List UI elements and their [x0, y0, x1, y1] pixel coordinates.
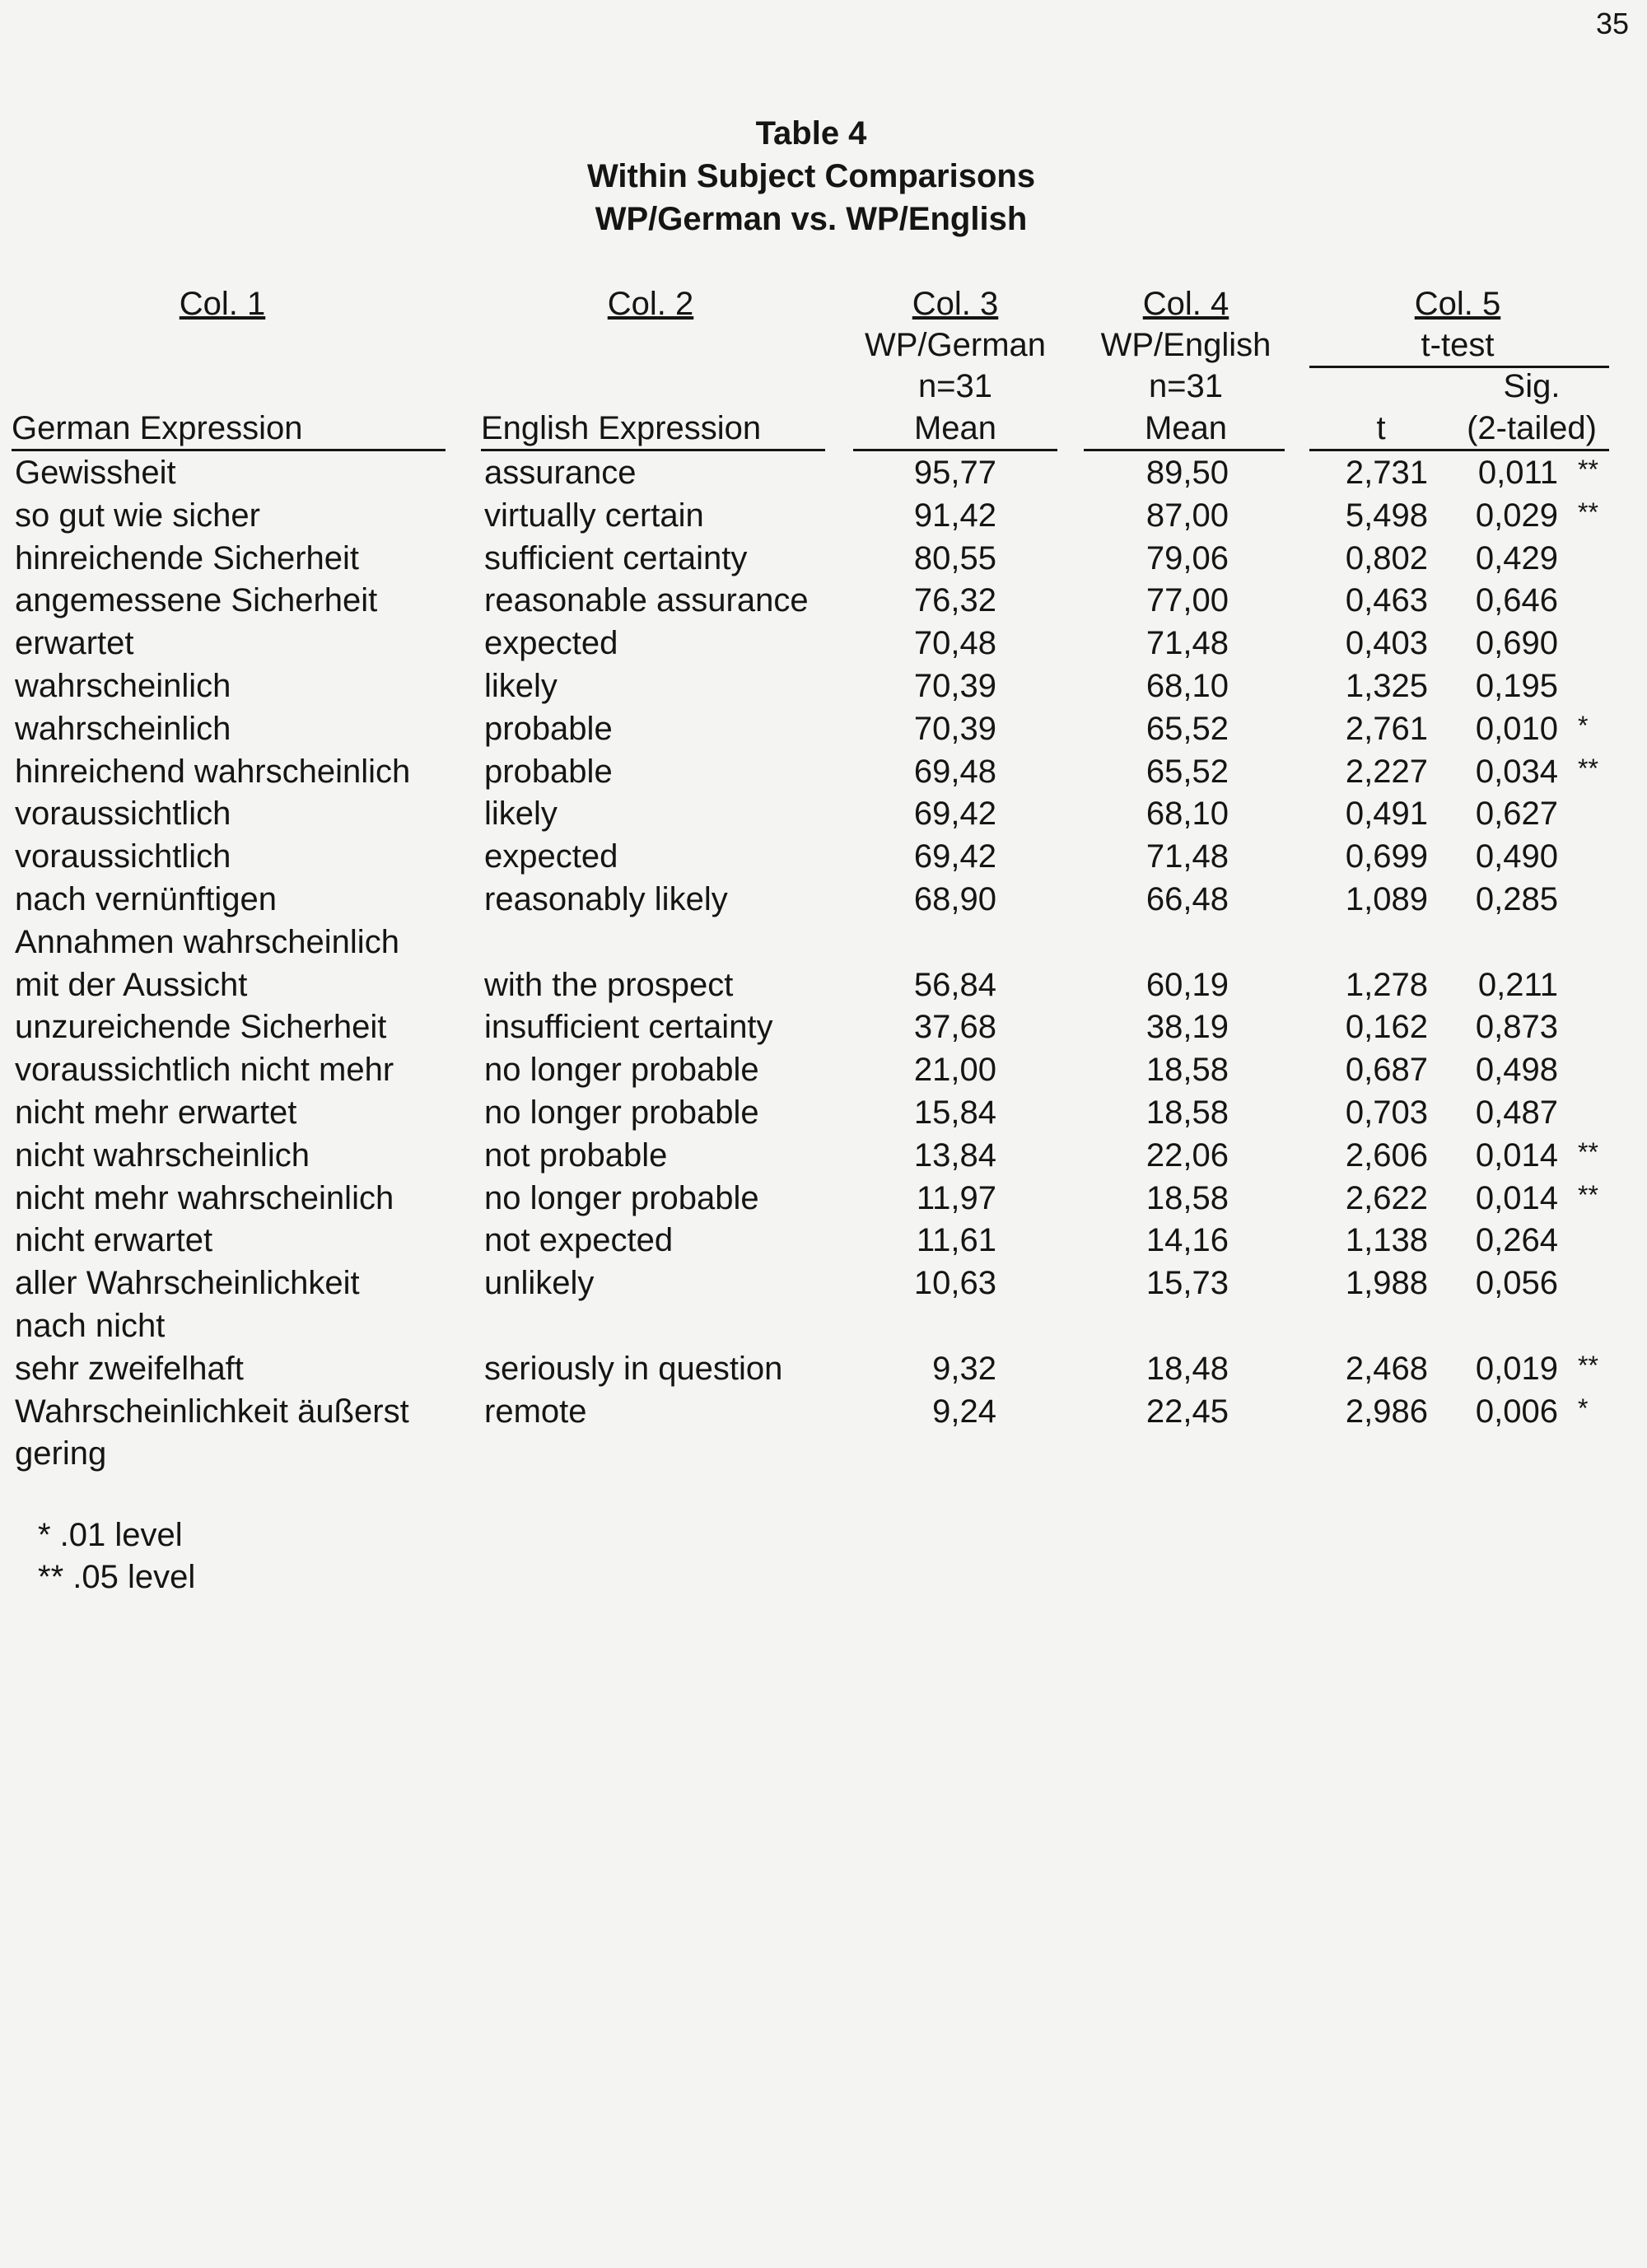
wp-german-mean-cell: 21,00 [913, 1052, 996, 1089]
english-expression-cell: no longer probable [484, 1094, 759, 1131]
t-value-cell: 1,138 [1345, 1222, 1428, 1259]
wp-english-mean-cell: 18,58 [1145, 1179, 1229, 1216]
english-expression-cell: reasonable assurance [484, 582, 809, 619]
sig-value-cell: 0,056 [1475, 1265, 1558, 1302]
table-title [0, 112, 1622, 240]
german-expression-cell: erwartet [15, 625, 134, 662]
wp-english-mean-cell: 68,10 [1145, 796, 1229, 833]
t-value-cell: 0,403 [1345, 625, 1428, 662]
t-value-cell: 1,325 [1345, 668, 1428, 704]
wp-german-mean-cell: 10,63 [913, 1265, 996, 1302]
significance-mark: ** [1578, 497, 1598, 527]
sig-value-cell: 0,010 [1475, 710, 1558, 747]
col2-header: Col. 2 [607, 286, 694, 322]
english-expression-cell: not probable [484, 1136, 668, 1174]
wp-english-mean-cell: 18,48 [1145, 1350, 1229, 1387]
significance-mark: * [1578, 710, 1589, 740]
t-value-cell: 0,802 [1345, 539, 1428, 576]
wp-german-mean-cell: 70,39 [913, 668, 996, 704]
wp-english-mean-cell: 68,10 [1145, 668, 1229, 704]
significance-mark: ** [1578, 455, 1598, 484]
german-expression-cell: nicht mehr wahrscheinlich [15, 1179, 394, 1216]
wp-german-mean-cell: 37,68 [913, 1009, 996, 1046]
german-expression-cell: voraussichtlich nicht mehr [15, 1052, 394, 1089]
german-expression-cell: hinreichend wahrscheinlich [15, 753, 411, 790]
english-expression-cell: remote [484, 1393, 587, 1430]
sig-value-cell: 0,627 [1475, 796, 1558, 833]
german-expression-cell: unzureichende Sicherheit [15, 1009, 387, 1046]
significance-mark: * [1578, 1393, 1589, 1423]
german-expression-cell: nicht wahrscheinlich [15, 1136, 310, 1174]
t-value-cell: 2,761 [1345, 710, 1428, 747]
english-expression-cell: no longer probable [484, 1179, 759, 1216]
wp-german-mean-cell: 15,84 [913, 1094, 996, 1131]
sig-value-cell: 0,019 [1475, 1350, 1558, 1387]
col4-subheader-1: WP/English [1100, 327, 1271, 363]
col3-subheader-2: n=31 [917, 368, 993, 404]
wp-english-mean-cell: 77,00 [1145, 582, 1229, 619]
wp-english-mean-cell: 71,48 [1145, 625, 1229, 662]
german-expression-cell: Gewissheit [15, 455, 176, 491]
english-expression-cell: virtually certain [484, 497, 704, 534]
german-expression-cell: voraussichtlich [15, 796, 231, 833]
title-line-3: WP/German vs. WP/English [595, 201, 1028, 237]
t-value-cell: 0,703 [1345, 1094, 1428, 1131]
t-value-cell: 2,986 [1345, 1393, 1428, 1430]
col4-header: Col. 4 [1142, 286, 1229, 322]
german-expression-cell: nicht mehr erwartet [15, 1094, 297, 1131]
english-expression-cell: with the prospect [484, 966, 734, 1003]
t-value-cell: 1,089 [1345, 881, 1428, 917]
english-expression-cell: not expected [484, 1222, 674, 1259]
english-expression-cell: assurance [484, 455, 637, 491]
german-expression-cell: voraussichtlich [15, 838, 231, 875]
german-expression-cell: sehr zweifelhaft [15, 1350, 244, 1387]
col4-subheader-2: n=31 [1148, 368, 1224, 404]
significance-mark: ** [1578, 1136, 1598, 1167]
english-expression-header: English Expression [481, 410, 762, 446]
sig-value-cell: 0,211 [1477, 966, 1558, 1003]
t-value-cell: 2,468 [1345, 1350, 1428, 1387]
wp-german-mean-cell: 56,84 [913, 966, 996, 1003]
english-expression-cell: probable [484, 753, 613, 790]
german-expression-header: German Expression [12, 410, 303, 446]
sig-value-cell: 0,285 [1475, 881, 1558, 917]
wp-german-mean-cell: 69,48 [913, 753, 996, 790]
sig-value-cell: 0,490 [1475, 838, 1558, 875]
t-value-cell: 0,463 [1345, 582, 1428, 619]
wp-english-mean-cell: 66,48 [1145, 881, 1229, 917]
col5-subheader-1: t-test [1421, 327, 1495, 363]
english-expression-cell: sufficient certainty [484, 539, 748, 576]
wp-german-mean-cell: 70,48 [913, 625, 996, 662]
wp-german-mean-cell: 95,77 [913, 455, 996, 491]
german-expression-cell: nach nicht [15, 1308, 166, 1344]
wp-german-mean-cell: 80,55 [913, 539, 996, 576]
t-value-cell: 1,988 [1345, 1265, 1428, 1302]
sig-value-cell: 0,029 [1475, 497, 1558, 534]
sig-header-line-1: Sig. [1503, 368, 1561, 404]
english-expression-cell: seriously in question [484, 1350, 783, 1387]
col3-header: Col. 3 [912, 286, 999, 322]
sig-header-line-2: (2-tailed) [1467, 410, 1597, 446]
english-expression-cell: likely [484, 668, 558, 704]
sig-value-cell: 0,014 [1475, 1136, 1558, 1174]
wp-english-mean-cell: 18,58 [1145, 1052, 1229, 1089]
sig-value-cell: 0,011 [1477, 455, 1558, 491]
wp-english-mean-cell: 38,19 [1145, 1009, 1229, 1046]
wp-english-mean-cell: 60,19 [1145, 966, 1229, 1003]
t-header: t [1376, 410, 1386, 446]
english-expression-cell: insufficient certainty [484, 1009, 773, 1046]
col5-header: Col. 5 [1414, 286, 1501, 322]
english-expression-cell: probable [484, 710, 613, 747]
german-expression-cell: mit der Aussicht [15, 966, 248, 1003]
german-expression-cell: gering [15, 1435, 107, 1472]
t-value-cell: 2,731 [1345, 455, 1428, 491]
t-value-cell: 2,227 [1345, 753, 1428, 790]
wp-german-mean-cell: 68,90 [913, 881, 996, 917]
german-expression-cell: wahrscheinlich [15, 668, 231, 704]
wp-german-mean-cell: 91,42 [913, 497, 996, 534]
wp-german-mean-cell: 69,42 [913, 838, 996, 875]
sig-value-cell: 0,014 [1475, 1179, 1558, 1216]
german-expression-cell: so gut wie sicher [15, 497, 260, 534]
wp-english-mean-cell: 71,48 [1145, 838, 1229, 875]
wp-english-mean-cell: 65,52 [1145, 710, 1229, 747]
english-expression-cell: unlikely [484, 1265, 595, 1302]
t-value-cell: 1,278 [1345, 966, 1428, 1003]
sig-value-cell: 0,429 [1475, 539, 1558, 576]
sig-value-cell: 0,195 [1475, 668, 1558, 704]
title-line-2: Within Subject Comparisons [586, 158, 1036, 194]
col4-subheader-3: Mean [1144, 410, 1228, 446]
german-expression-cell: angemessene Sicherheit [15, 582, 378, 619]
wp-english-mean-cell: 18,58 [1145, 1094, 1229, 1131]
wp-german-mean-cell: 11,97 [916, 1179, 996, 1216]
sig-value-cell: 0,487 [1475, 1094, 1558, 1131]
wp-german-mean-cell: 69,42 [913, 796, 996, 833]
t-value-cell: 0,491 [1345, 796, 1428, 833]
wp-english-mean-cell: 14,16 [1145, 1222, 1229, 1259]
sig-value-cell: 0,006 [1475, 1393, 1558, 1430]
wp-german-mean-cell: 70,39 [913, 710, 996, 747]
wp-german-mean-cell: 76,32 [913, 582, 996, 619]
significance-mark: ** [1578, 753, 1598, 783]
wp-english-mean-cell: 22,45 [1145, 1393, 1229, 1430]
english-expression-cell: likely [484, 796, 558, 833]
t-value-cell: 2,622 [1345, 1179, 1428, 1216]
wp-german-mean-cell: 11,61 [916, 1222, 996, 1259]
sig-value-cell: 0,034 [1475, 753, 1558, 790]
sig-value-cell: 0,264 [1475, 1222, 1558, 1259]
col3-subheader-3: Mean [913, 410, 997, 446]
footnote-01-level: * .01 level [38, 1517, 183, 1553]
wp-german-mean-cell: 13,84 [913, 1136, 996, 1174]
t-value-cell: 0,699 [1345, 838, 1428, 875]
wp-english-mean-cell: 87,00 [1145, 497, 1229, 534]
title-line-1: Table 4 [755, 115, 867, 152]
german-expression-cell: nicht erwartet [15, 1222, 213, 1259]
t-value-cell: 2,606 [1345, 1136, 1428, 1174]
footnote-05-level: ** .05 level [38, 1559, 196, 1595]
t-value-cell: 5,498 [1345, 497, 1428, 534]
english-expression-cell: reasonably likely [484, 881, 728, 917]
english-expression-cell: no longer probable [484, 1052, 759, 1089]
german-expression-cell: hinreichende Sicherheit [15, 539, 360, 576]
german-expression-cell: Annahmen wahrscheinlich [15, 923, 399, 960]
wp-english-mean-cell: 22,06 [1145, 1136, 1229, 1174]
wp-english-mean-cell: 15,73 [1145, 1265, 1229, 1302]
sig-value-cell: 0,498 [1475, 1052, 1558, 1089]
wp-english-mean-cell: 65,52 [1145, 753, 1229, 790]
english-expression-cell: expected [484, 625, 618, 662]
german-expression-cell: aller Wahrscheinlichkeit [15, 1265, 360, 1302]
significance-mark: ** [1578, 1350, 1598, 1380]
sig-value-cell: 0,646 [1475, 582, 1558, 619]
page-number: 35 [1596, 7, 1630, 40]
german-expression-cell: Wahrscheinlichkeit äußerst [15, 1393, 409, 1430]
col1-header: Col. 1 [179, 286, 266, 322]
sig-value-cell: 0,873 [1475, 1009, 1558, 1046]
wp-german-mean-cell: 9,32 [932, 1350, 996, 1387]
col3-subheader-1: WP/German [864, 327, 1047, 363]
t-value-cell: 0,687 [1345, 1052, 1428, 1089]
significance-mark: ** [1578, 1179, 1598, 1210]
english-expression-cell: expected [484, 838, 618, 875]
t-value-cell: 0,162 [1345, 1009, 1428, 1046]
wp-english-mean-cell: 79,06 [1145, 539, 1229, 576]
sig-value-cell: 0,690 [1475, 625, 1558, 662]
german-expression-cell: nach vernünftigen [15, 881, 278, 917]
wp-english-mean-cell: 89,50 [1145, 455, 1229, 491]
german-expression-cell: wahrscheinlich [15, 710, 231, 747]
wp-german-mean-cell: 9,24 [932, 1393, 996, 1430]
